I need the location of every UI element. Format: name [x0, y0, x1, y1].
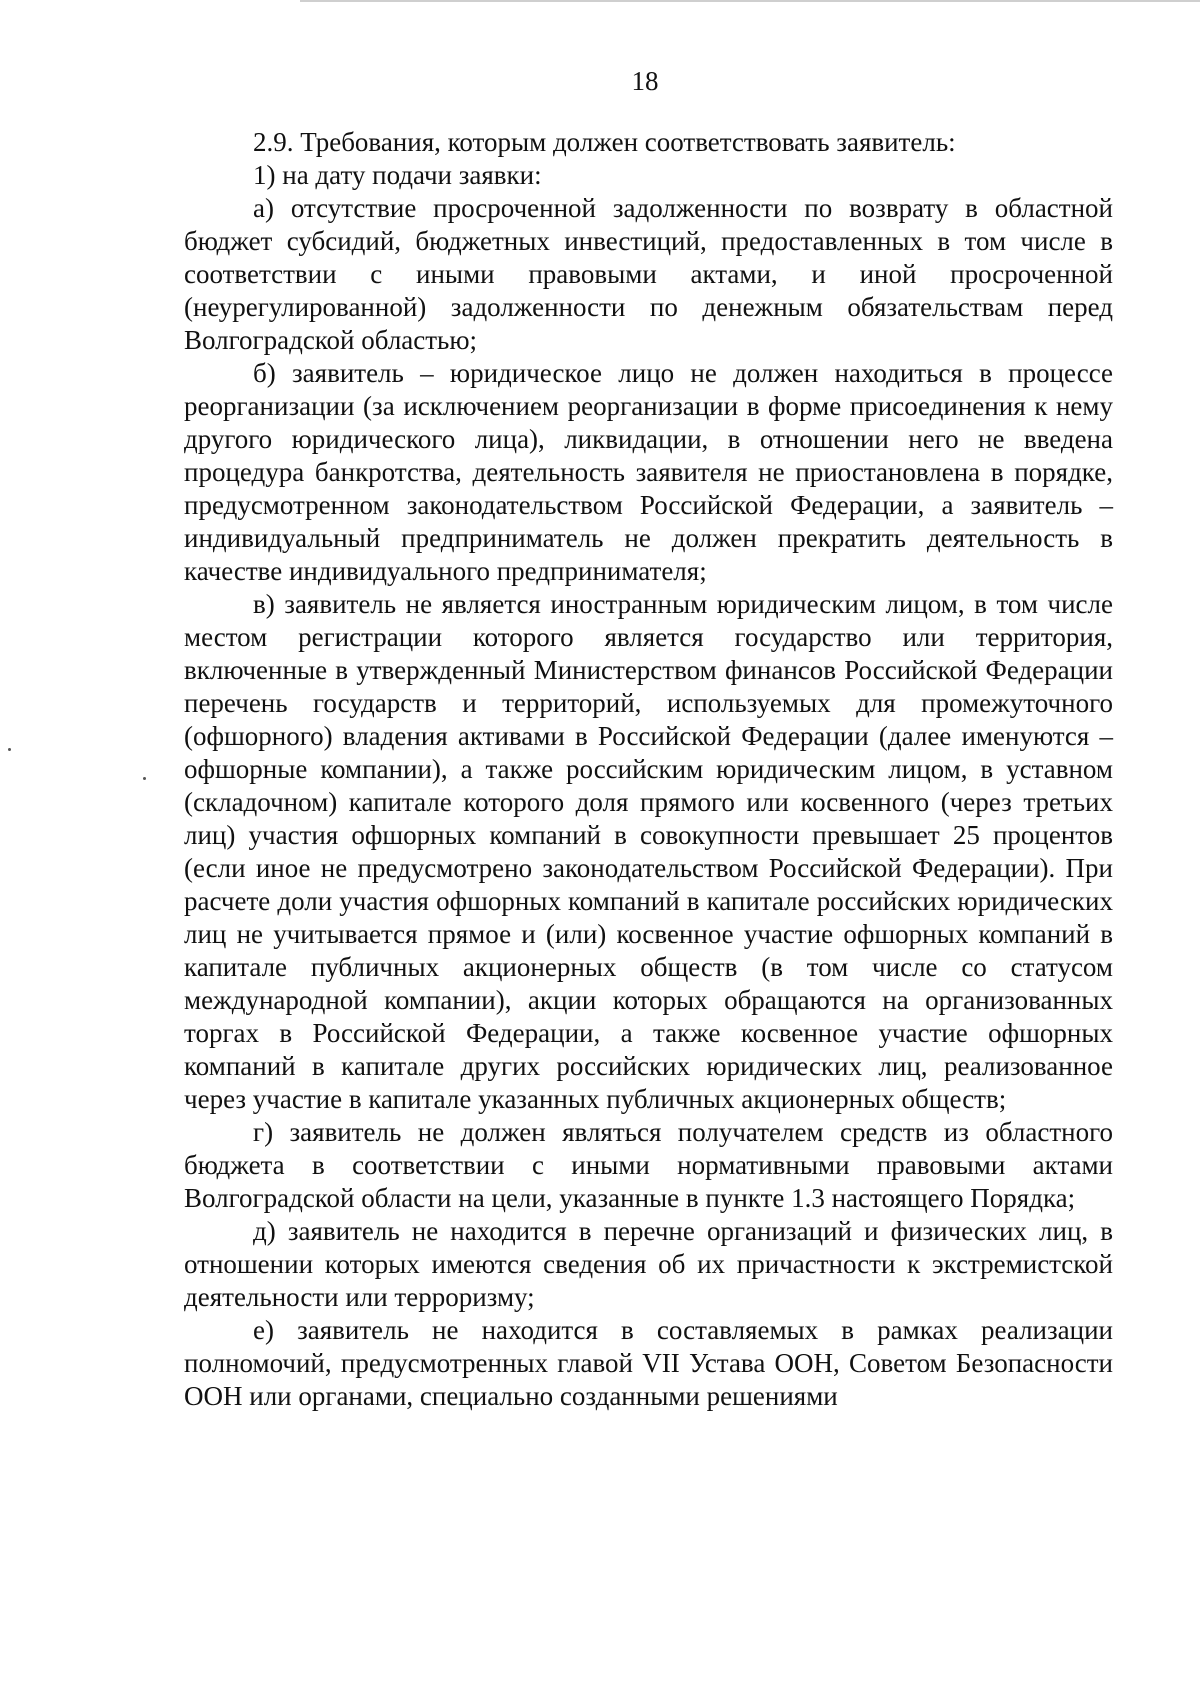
- paragraph-subitem-g: г) заявитель не должен являться получателем средств из областного бюджета в соответствии с иными нормативными правовыми актами Волгоградской области на цели, указанные в пункте 1.3 настоящего Порядка;: [184, 1117, 1113, 1213]
- paragraph-subitem-b: б) заявитель – юридическое лицо не должен находиться в процессе реорганизации (за исключением реорганизации в форме присоединения к нему другого юридического лица), ликвидации, в отношении него не введена процедура банкротства, деятельность заявителя не приостановлена в порядке, предусмотренном законодательством Российской Федерации, а заявитель – индивидуальный предприниматель не должен прекратить деятельность в качестве индивидуального предпринимателя;: [184, 358, 1113, 586]
- document-body: [184, 126, 1113, 1413]
- paragraph-subitem-a: а) отсутствие просроченной задолженности по возврату в областной бюджет субсидий, бюджетных инвестиций, предоставленных в том числе в соответствии с иными правовыми актами, и иной просроченной (неурегулированной) задолженности по денежным обязательствам перед Волгоградской областью;: [184, 193, 1113, 355]
- page-number: 18: [631, 66, 659, 96]
- paragraph-subitem-v: в) заявитель не является иностранным юридическим лицом, в том числе местом регистрации которого является государство или территория, включенные в утвержденный Министерством финансов Российской Федерации перечень государств и территорий, используемых для промежуточного (офшорного) владения активами в Российской Федерации (далее именуются – офшорные компании), а также российским юридическим лицом, в уставном (складочном) капитале которого доля прямого или косвенного (через третьих лиц) участия офшорных компаний в совокупности превышает 25 процентов (если иное не предусмотрено законодательством Российской Федерации). При расчете доли участия офшорных компаний в капитале российских юридических лиц не учитывается прямое и (или) косвенное участие офшорных компаний в капитале публичных акционерных обществ (в том числе со статусом международной компании), акции которых обращаются на организованных торгах в Российской Федерации, а также косвенное участие офшорных компаний в капитале других российских юридических лиц, реализованное через участие в капитале указанных публичных акционерных обществ;: [184, 589, 1113, 1114]
- scan-speck: [8, 748, 11, 751]
- paragraph-subitem-d: д) заявитель не находится в перечне организаций и физических лиц, в отношении которых имеются сведения об их причастности к экстремистской деятельности или терроризму;: [184, 1216, 1113, 1312]
- scan-edge-line: [300, 0, 1200, 2]
- paragraph-section-2-9-heading: 2.9. Требования, которым должен соответствовать заявитель:: [253, 127, 956, 157]
- scan-speck: [143, 777, 146, 780]
- paragraph-subitem-e: е) заявитель не находится в составляемых в рамках реализации полномочий, предусмотренных главой VII Устава ООН, Советом Безопасности ООН или органами, специально созданными решениями: [184, 1315, 1113, 1411]
- paragraph-item-1: 1) на дату подачи заявки:: [253, 160, 542, 190]
